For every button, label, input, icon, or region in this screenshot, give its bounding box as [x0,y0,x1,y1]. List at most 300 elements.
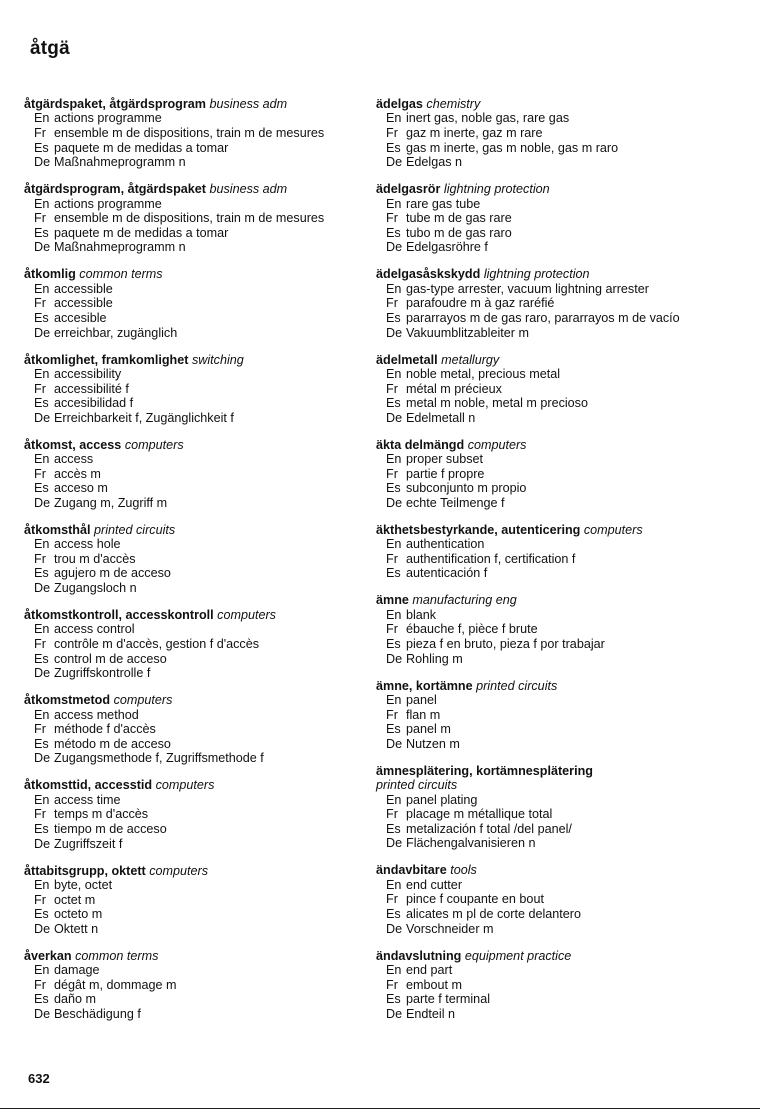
language-code: Es [34,651,49,666]
translation-line [376,878,721,893]
entry-subject-field: computers [124,437,184,452]
entry-heading [376,523,721,537]
language-code: De [34,921,51,936]
translation-text: proper subset [406,452,484,467]
language-code: En [386,792,402,807]
translation-line [24,666,354,681]
translation-text: Zugangsloch n [54,581,137,596]
entry-term: ädelgasrör [376,182,441,197]
entry-subject-field: chemistry [426,97,481,111]
translation-line [24,793,354,808]
language-code: Fr [386,707,398,722]
dictionary-entry [376,182,721,255]
entry-term: åtgärdsprogram, åtgärdspaket [24,182,206,197]
translation-line [376,836,721,851]
language-code: De [34,751,51,766]
translation-line [376,537,721,552]
translation-line [24,481,354,496]
entry-heading [376,593,721,607]
translation-line [376,226,721,241]
translation-line [376,155,721,170]
language-code: De [34,581,51,596]
entry-term: äkthetsbestyrkande, autenticering [376,522,581,537]
entry-subject-field: printed circuits [376,778,458,793]
translation-line [24,282,354,297]
language-code: En [386,281,402,296]
translation-text: accesible [54,310,107,325]
language-code: Es [34,396,49,411]
translation-text: Maßnahmeprogramm n [54,240,186,255]
page-number: 632 [28,1071,50,1086]
entry-heading [24,523,354,537]
translation-line [376,693,721,708]
language-code: De [386,651,403,666]
entry-heading [24,608,354,622]
language-code: En [34,366,50,381]
dictionary-entry [376,523,721,581]
translation-text: ébauche f, pièce f brute [406,622,538,637]
language-code: Fr [34,807,46,822]
translation-text: Nutzen m [406,736,460,751]
entry-subject-field: computers [583,522,643,537]
translation-line [376,197,721,212]
translation-text: embout m [406,977,462,992]
entry-subject-field: tools [450,863,477,878]
entry-subject-field: equipment practice [464,948,572,963]
translation-text: temps m d'accès [54,807,149,822]
translation-text: octet m [54,892,96,907]
translation-text: placage m métallique total [406,807,553,822]
entry-heading [376,679,721,693]
language-code: Es [34,225,49,240]
language-code: Es [34,481,49,496]
translation-line [376,481,721,496]
language-code: Es [386,310,401,325]
translation-text: parafoudre m à gaz raréfié [406,296,555,311]
translation-line [24,822,354,837]
dictionary-entry [24,97,354,170]
entry-heading [376,353,721,367]
language-code: Fr [34,211,46,226]
translation-text: end cutter [406,877,463,892]
entry-heading [376,949,721,963]
translation-line [376,411,721,426]
language-code: De [386,1006,403,1021]
translation-line [376,211,721,226]
language-code: De [34,155,51,170]
translation-line [24,197,354,212]
entry-subject-field: business adm [209,97,288,111]
translation-text: accessible [54,296,113,311]
dictionary-entry [376,863,721,936]
translation-line [24,566,354,581]
translation-line [376,552,721,567]
language-code: Es [386,821,401,836]
entry-heading [376,267,721,281]
translation-text: gaz m inerte, gaz m rare [406,126,543,140]
dictionary-entry [376,353,721,426]
dictionary-entry [376,593,721,666]
language-code: Fr [34,892,46,907]
language-code: Es [386,637,401,652]
language-code: En [386,452,402,467]
right-column [376,97,721,1034]
translation-text: métal m précieux [406,381,502,396]
entry-subject-field: computers [155,778,215,793]
translation-line [24,111,354,126]
entry-subject-field: switching [191,352,244,367]
translation-text: pince f coupante en bout [406,892,544,907]
translation-line [376,141,721,156]
language-code: Fr [386,622,398,637]
entry-subject-field: computers [149,863,209,878]
translation-text: ensemble m de dispositions, train m de mesures [54,211,325,226]
translation-line [376,807,721,822]
translation-line [24,467,354,482]
translation-text: Endteil n [406,1006,456,1021]
language-code: Es [386,481,401,496]
language-code: Es [386,140,401,155]
language-code: Fr [34,466,46,481]
translation-text: ensemble m de dispositions, train m de mesures [54,126,325,140]
translation-text: accessibility [54,366,122,381]
translation-line [24,226,354,241]
language-code: En [34,707,50,722]
translation-text: flan m [406,707,441,722]
translation-line [376,311,721,326]
translation-text: Maßnahmeprogramm n [54,155,186,170]
entry-term: ändavslutning [376,948,462,963]
translation-text: contrôle m d'accès, gestion f d'accès [54,637,260,652]
translation-line [24,382,354,397]
entry-heading [376,764,721,793]
language-code: Fr [34,381,46,396]
translation-text: access [54,452,94,467]
translation-text: byte, octet [54,877,113,892]
translation-line [376,326,721,341]
translation-line [24,311,354,326]
translation-line [376,1007,721,1022]
bottom-rule [0,1108,760,1109]
translation-line [24,992,354,1007]
language-code: En [34,622,50,637]
entry-subject-field: computers [467,437,527,452]
dictionary-entry [376,97,721,170]
translation-line [24,737,354,752]
translation-line [376,922,721,937]
translation-text: octeto m [54,907,103,922]
translation-text: pararrayos m de gas raro, pararrayos m de vacío [406,310,680,325]
dictionary-entry [24,438,354,511]
translation-line [376,637,721,652]
language-code: En [34,281,50,296]
translation-line [376,396,721,411]
translation-line [376,963,721,978]
language-code: En [386,962,402,977]
translation-line [24,141,354,156]
entry-subject-field: manufacturing eng [412,593,517,608]
language-code: En [34,452,50,467]
translation-line [376,382,721,397]
translation-text: acceso m [54,481,108,496]
entry-subject-field: computers [217,608,276,623]
translation-line [24,637,354,652]
translation-text: noble metal, precious metal [406,366,561,381]
language-code: De [34,410,51,425]
translation-text: metalización f total /del panel/ [406,821,572,836]
entry-term: ämne, kortämne [376,678,473,693]
entry-term: åtkomstmetod [24,693,111,708]
translation-line [24,922,354,937]
entry-heading [24,267,354,281]
translation-text: actions programme [54,111,162,126]
language-code: De [34,325,51,340]
translation-line [376,467,721,482]
entry-subject-field: business adm [209,182,288,197]
translation-text: access hole [54,537,121,552]
entry-term: åtkomstkontroll, accesskontroll [24,608,214,623]
language-code: Es [386,396,401,411]
dictionary-entry [24,182,354,255]
translation-text: end part [406,962,453,977]
dictionary-entry [376,679,721,752]
entry-term: åttabitsgrupp, oktett [24,863,146,878]
language-code: Es [386,722,401,737]
translation-line [376,793,721,808]
translation-line [24,452,354,467]
language-code: En [34,877,50,892]
entry-term: ädelgas [376,97,423,111]
language-code: De [386,921,403,936]
entry-term: ämne [376,593,409,608]
translation-line [24,837,354,852]
translation-line [376,296,721,311]
language-code: Es [34,992,49,1007]
translation-text: daño m [54,992,97,1007]
translation-line [24,807,354,822]
translation-line [24,722,354,737]
entry-subject-field: printed circuits [94,522,176,537]
translation-line [24,396,354,411]
translation-text: autenticación f [406,566,488,581]
entry-heading [376,438,721,452]
translation-line [376,126,721,141]
translation-line [24,296,354,311]
entry-heading [24,97,354,111]
translation-line [24,878,354,893]
dictionary-entry [376,949,721,1022]
translation-line [24,622,354,637]
dictionary-entry [24,353,354,426]
translation-text: Vorschneider m [406,921,494,936]
translation-text: actions programme [54,196,162,211]
dictionary-entry [376,438,721,511]
translation-line [376,892,721,907]
translation-text: paquete m de medidas a tomar [54,140,229,155]
entry-heading [24,438,354,452]
language-code: Es [386,566,401,581]
language-code: De [386,155,403,170]
entry-term: ändavbitare [376,863,447,878]
translation-text: rare gas tube [406,196,481,211]
translation-text: partie f propre [406,466,485,481]
language-code: Es [34,736,49,751]
language-code: Fr [386,466,398,481]
translation-line [24,496,354,511]
translation-text: trou m d'accès [54,551,136,566]
translation-line [24,240,354,255]
translation-line [24,326,354,341]
entry-heading [376,863,721,877]
language-code: De [386,495,403,510]
language-code: De [386,836,403,851]
language-code: En [34,792,50,807]
translation-line [24,751,354,766]
language-code: Fr [386,551,398,566]
language-code: Es [34,566,49,581]
entry-term: åtkomlighet, framkomlighet [24,352,189,367]
language-code: De [34,240,51,255]
entry-term: ämnesplätering, kortämnesplätering [376,763,593,778]
translation-line [376,622,721,637]
translation-line [376,282,721,297]
translation-line [24,537,354,552]
translation-text: panel m [406,722,451,737]
language-code: En [386,366,402,381]
entry-term: åtkomsttid, accesstid [24,778,153,793]
translation-text: access method [54,707,139,722]
translation-line [24,978,354,993]
translation-text: Edelgasröhre f [406,240,488,255]
language-code: Es [386,225,401,240]
language-code: Es [386,906,401,921]
left-column [24,97,354,1034]
entry-term: åtgärdspaket, åtgärdsprogram [24,97,206,111]
translation-line [24,211,354,226]
translation-line [376,240,721,255]
translation-line [24,126,354,141]
translation-line [376,367,721,382]
entry-term: ädelgasåskskydd [376,267,481,282]
translation-text: access time [54,792,121,807]
translation-text: Zugangsmethode f, Zugriffsmethode f [54,751,264,766]
translation-text: Rohling m [406,651,463,666]
translation-line [24,581,354,596]
translation-text: accès m [54,466,101,481]
entry-term: åtkomsthål [24,522,91,537]
translation-line [376,722,721,737]
translation-line [24,907,354,922]
translation-text: Erreichbarkeit f, Zugänglichkeit f [54,410,234,425]
entry-subject-field: computers [113,693,173,708]
translation-text: pieza f en bruto, pieza f por trabajar [406,637,605,652]
translation-line [376,566,721,581]
language-code: Es [34,310,49,325]
language-code: En [386,537,402,552]
language-code: En [386,111,402,126]
language-code: Fr [34,637,46,652]
translation-text: Flächengalvanisieren n [406,836,536,851]
dictionary-entry [24,523,354,596]
translation-line [24,367,354,382]
translation-text: alicates m pl de corte delantero [406,906,582,921]
translation-text: gas-type arrester, vacuum lightning arrester [406,281,649,296]
language-code: Fr [34,722,46,737]
entry-term: äkta delmängd [376,437,465,452]
entry-term: åtkomst, access [24,437,122,452]
translation-text: authentication [406,537,485,552]
translation-text: subconjunto m propio [406,481,527,496]
translation-text: Vakuumblitzableiter m [406,325,529,340]
translation-text: tiempo m de acceso [54,821,167,836]
language-code: Fr [386,296,398,311]
translation-text: méthode f d'accès [54,722,156,737]
entry-term: åverkan [24,948,72,963]
entry-heading [24,353,354,367]
language-code: Fr [386,807,398,822]
entry-subject-field: lightning protection [443,182,550,197]
language-code: De [386,410,403,425]
language-code: Es [34,821,49,836]
entry-subject-field: metallurgy [441,352,500,367]
dictionary-entry [376,267,721,340]
translation-line [376,608,721,623]
entry-term: åtkomlig [24,267,76,282]
language-code: Es [386,992,401,1007]
translation-text: paquete m de medidas a tomar [54,225,229,240]
language-code: De [34,666,51,681]
dictionary-entry [24,778,354,851]
translation-text: Zugang m, Zugriff m [54,495,168,510]
translation-line [376,496,721,511]
language-code: De [386,240,403,255]
language-code: Es [34,907,49,922]
translation-text: erreichbar, zugänglich [54,325,178,340]
entry-subject-field: lightning protection [483,267,590,282]
dictionary-entry [24,949,354,1022]
translation-text: authentification f, certification f [406,551,576,566]
translation-line [24,652,354,667]
translation-line [376,111,721,126]
translation-line [376,992,721,1007]
translation-text: panel plating [406,792,478,807]
language-code: En [386,196,402,211]
translation-line [376,737,721,752]
language-code: Es [34,140,49,155]
language-code: Fr [386,126,398,140]
translation-text: panel [406,693,437,708]
translation-line [24,893,354,908]
language-code: De [386,736,403,751]
translation-text: access control [54,622,135,637]
language-code: En [34,537,50,552]
language-code: En [386,693,402,708]
language-code: De [34,836,51,851]
translation-text: Beschädigung f [54,1006,141,1021]
translation-text: método m de acceso [54,736,171,751]
translation-line [24,963,354,978]
entry-heading [24,693,354,707]
language-code: En [34,196,50,211]
translation-text: metal m noble, metal m precioso [406,396,588,411]
translation-text: Zugriffskontrolle f [54,666,151,681]
translation-text: gas m inerte, gas m noble, gas m raro [406,140,619,155]
translation-line [376,978,721,993]
translation-line [24,708,354,723]
dictionary-entry [376,764,721,851]
language-code: Fr [34,977,46,992]
translation-text: accessibilité f [54,381,129,396]
